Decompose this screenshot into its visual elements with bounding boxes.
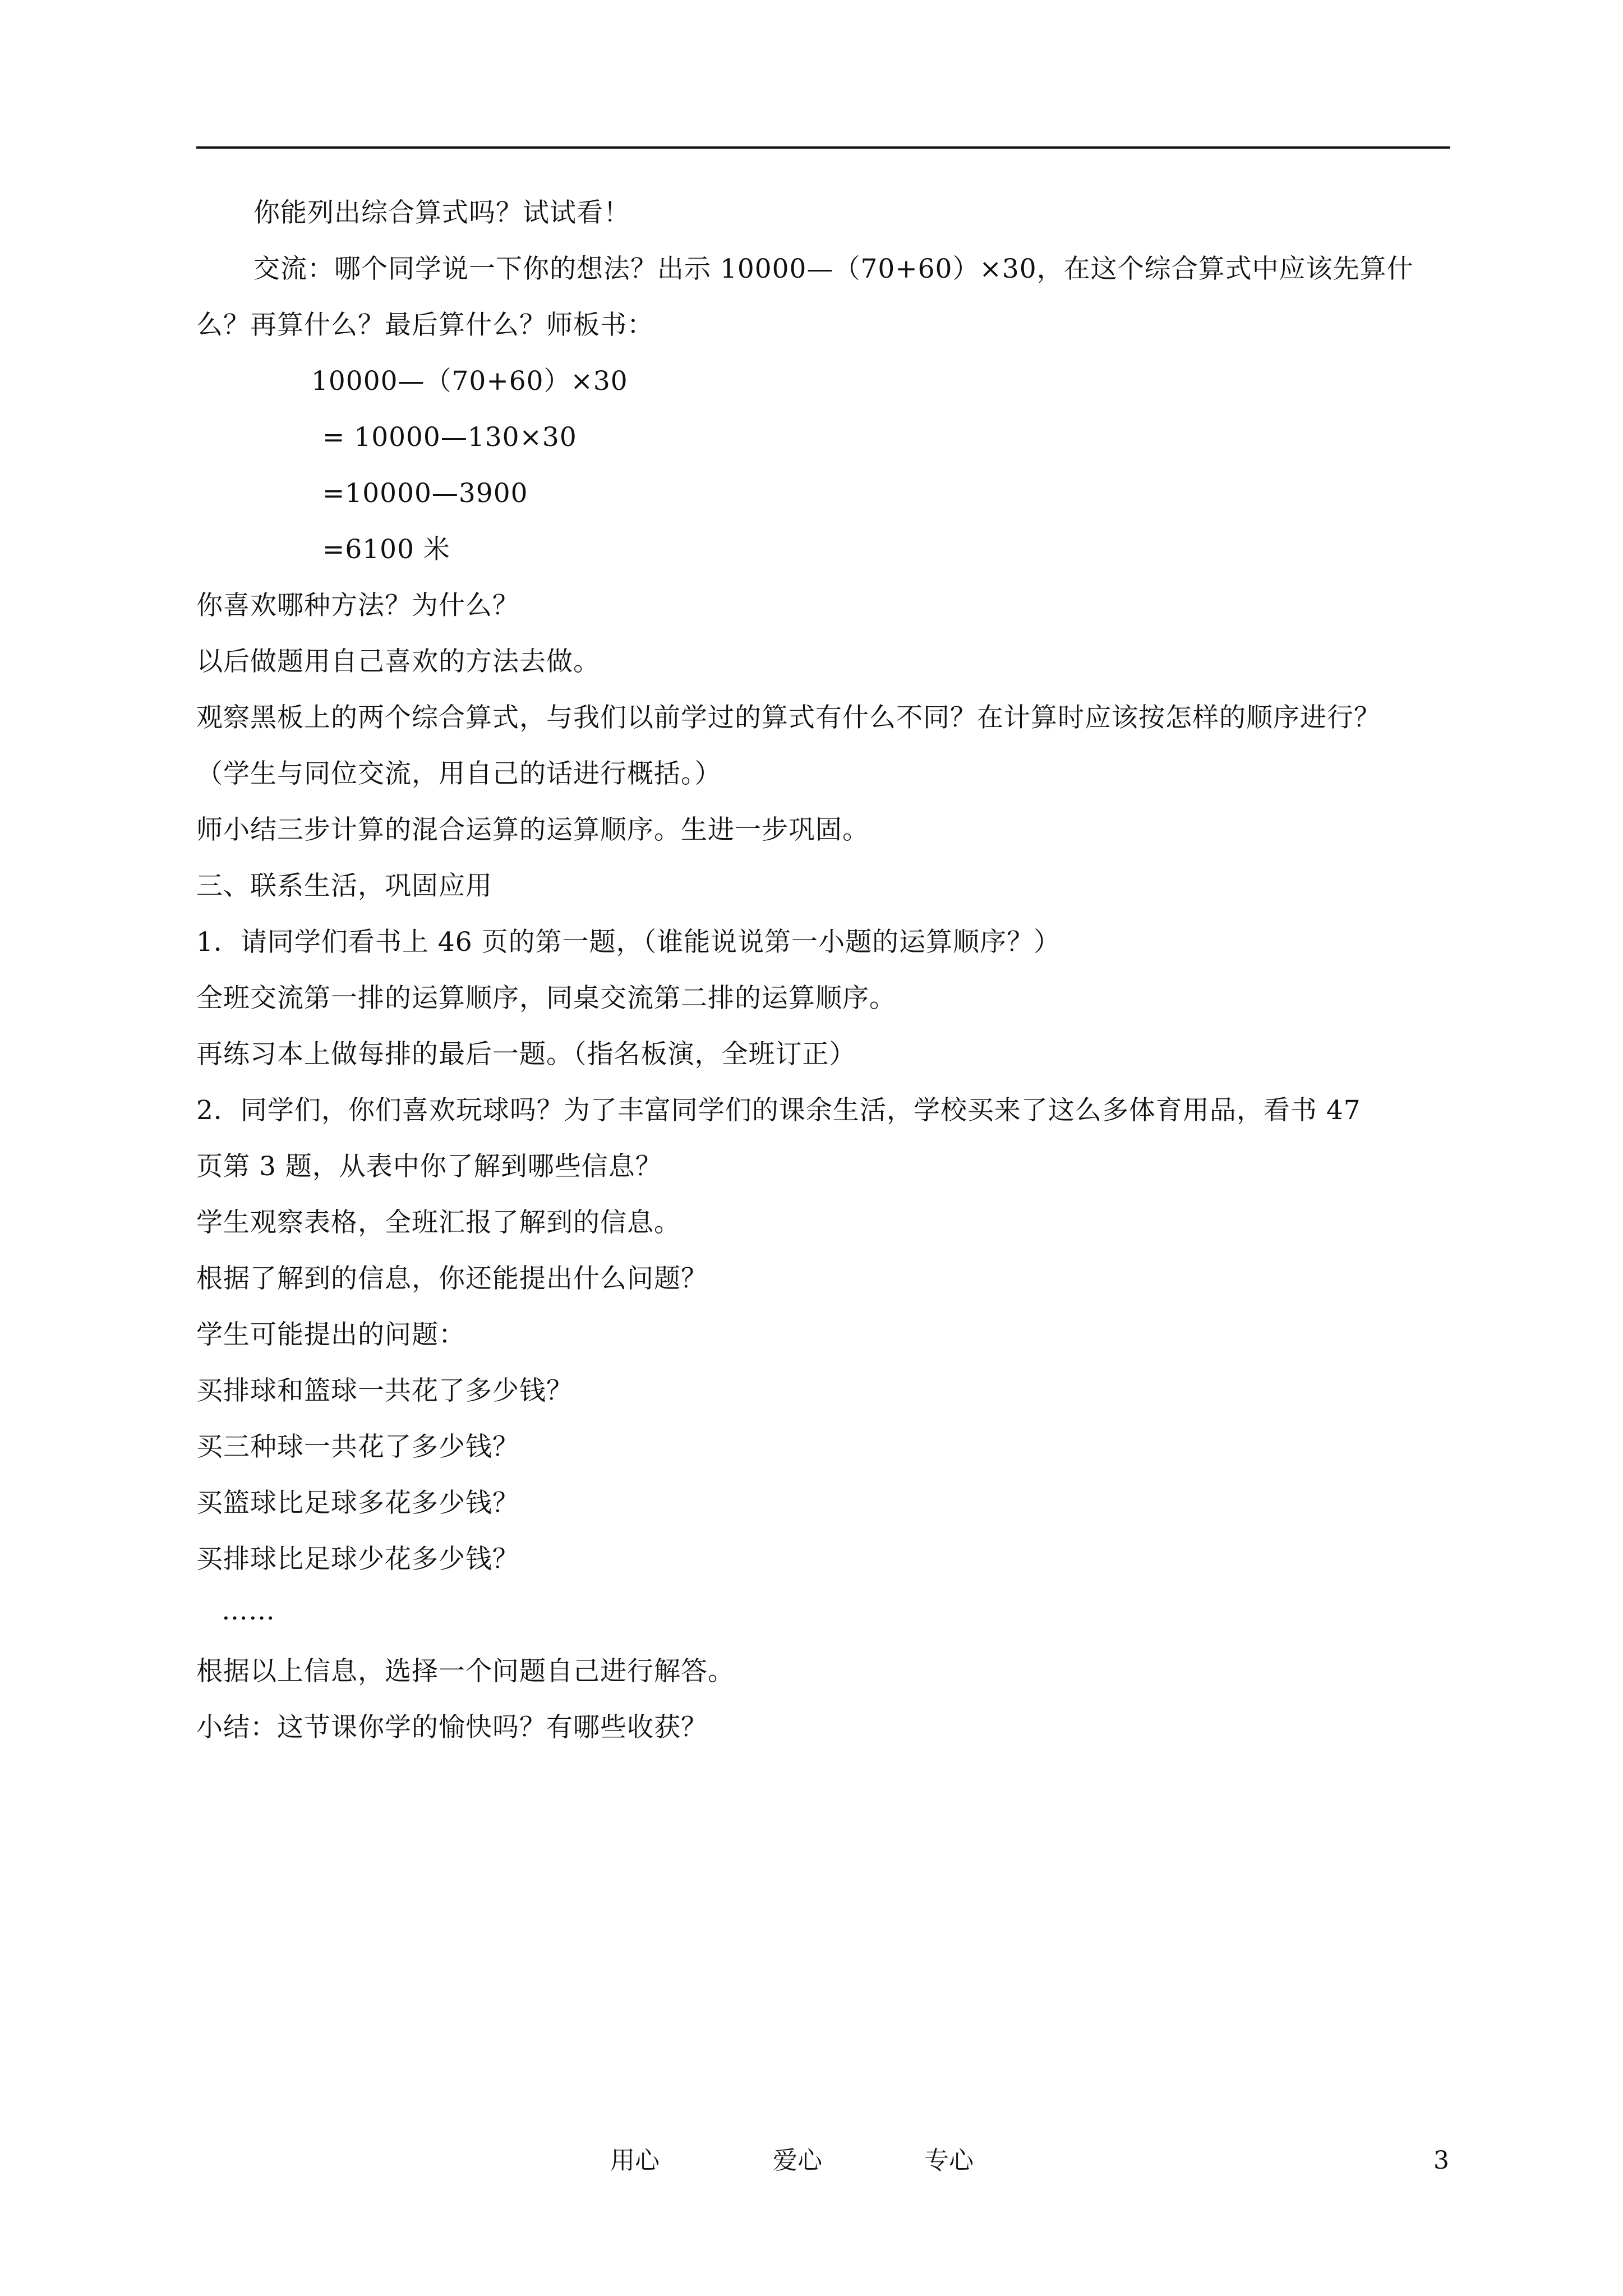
text-line: 再练习本上做每排的最后一题。（指名板演，全班订正） xyxy=(196,1039,856,1070)
text-line: （学生与同位交流，用自己的话进行概括。） xyxy=(196,758,722,789)
text-line: 观察黑板上的两个综合算式，与我们以前学过的算式有什么不同？在计算时应该按怎样的顺序进行？ xyxy=(196,702,1381,733)
text-line: 学生观察表格，全班汇报了解到的信息。 xyxy=(196,1207,681,1238)
formula-line: = 10000—130×30 xyxy=(322,422,577,453)
page-number: 3 xyxy=(1433,2146,1449,2175)
text-line: 以后做题用自己喜欢的方法去做。 xyxy=(196,646,600,677)
question-line: 买排球和篮球一共花了多少钱？ xyxy=(196,1375,573,1406)
formula-line: =10000—3900 xyxy=(322,478,528,509)
formula-line: =6100 米 xyxy=(322,534,450,565)
text-line: 师小结三步计算的混合运算的运算顺序。生进一步巩固。 xyxy=(196,815,869,845)
text-line: 么？再算什么？最后算什么？师板书： xyxy=(196,310,654,341)
question-line: 买排球比足球少花多少钱？ xyxy=(196,1544,519,1575)
text-line: 根据以上信息，选择一个问题自己进行解答。 xyxy=(196,1656,735,1687)
text-line: 1．请同学们看书上 46 页的第一题，（谁能说说第一小题的运算顺序？） xyxy=(196,927,1061,958)
text-line: 根据了解到的信息，你还能提出什么问题？ xyxy=(196,1263,708,1294)
text-line: 你喜欢哪种方法？为什么？ xyxy=(196,590,519,621)
footer-motto: 专心 xyxy=(924,2146,974,2175)
question-line: 买篮球比足球多花多少钱？ xyxy=(196,1488,519,1519)
text-line: 你能列出综合算式吗？试试看！ xyxy=(253,197,630,228)
text-line: 页第 3 题，从表中你了解到哪些信息？ xyxy=(196,1151,662,1182)
text-line: 全班交流第一排的运算顺序，同桌交流第二排的运算顺序。 xyxy=(196,983,896,1014)
footer-motto: 用心 xyxy=(610,2146,660,2175)
text-line: 学生可能提出的问题： xyxy=(196,1319,465,1350)
text-line: 2．同学们，你们喜欢玩球吗？为了丰富同学们的课余生活，学校买来了这么多体育用品，看书 47 xyxy=(196,1095,1361,1126)
section-heading: 三、联系生活，巩固应用 xyxy=(196,871,492,901)
footer-motto: 爱心 xyxy=(773,2146,822,2175)
question-line: 买三种球一共花了多少钱？ xyxy=(196,1432,519,1462)
ellipsis: …… xyxy=(222,1595,275,1626)
text-line: 小结：这节课你学的愉快吗？有哪些收获？ xyxy=(196,1712,708,1743)
text-line: 交流：哪个同学说一下你的想法？出示 10000—（70+60）×30，在这个综合算式中应该先算什 xyxy=(253,254,1414,284)
header-rule xyxy=(196,146,1450,149)
formula-line: 10000—（70+60）×30 xyxy=(311,366,628,397)
